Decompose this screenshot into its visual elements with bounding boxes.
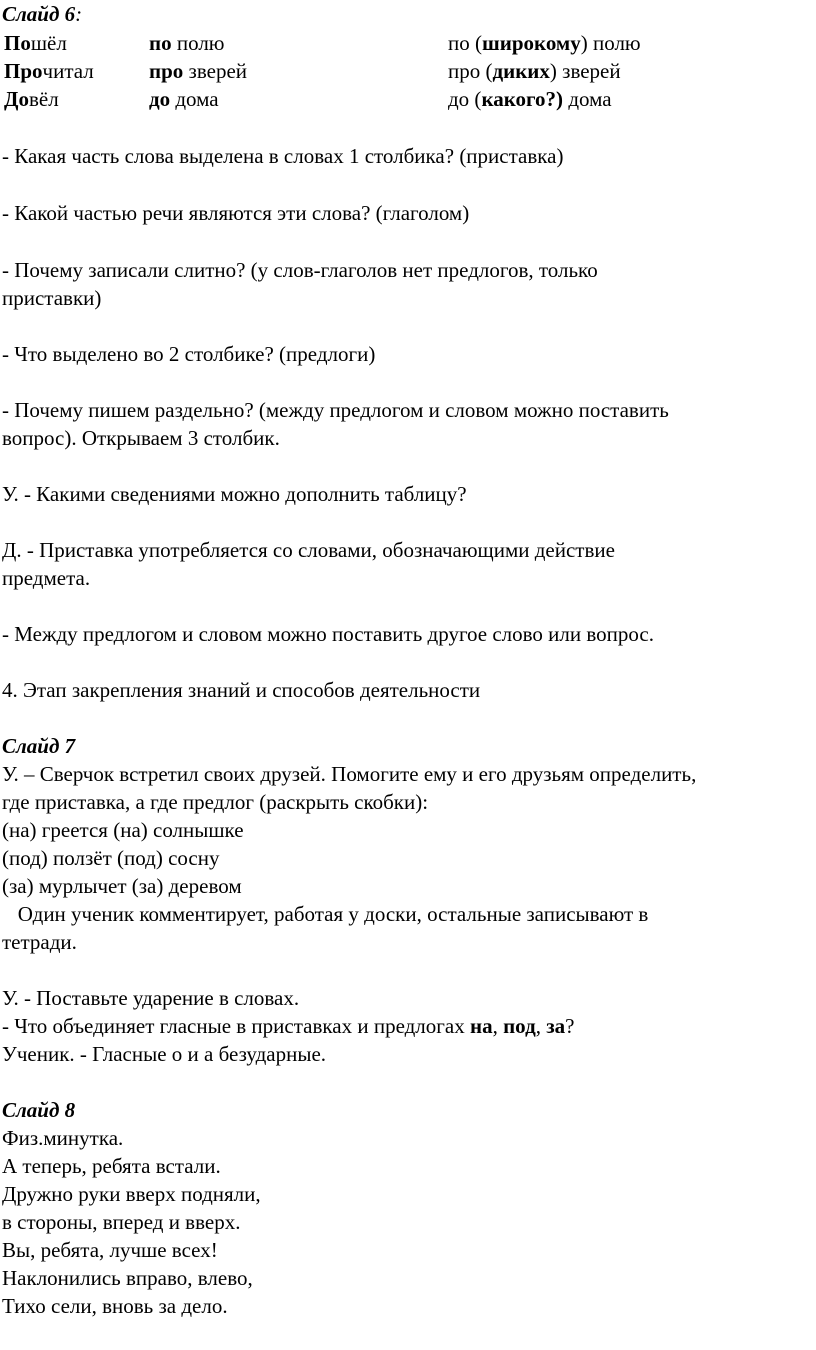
paragraph-line: приставки) [2, 286, 102, 310]
poem-line: Вы, ребята, лучше всех! [2, 1238, 218, 1262]
col1-word: Пошёл [4, 31, 67, 55]
paragraph-line: У. – Сверчок встретил своих друзей. Помогите ему и его друзьям определить, [2, 762, 697, 786]
exercise-line: (на) греется (на) солнышке [2, 818, 244, 842]
question-line: - Что объединяет гласные в приставках и предлогах на, под, за? [2, 1014, 575, 1038]
col3-phrase: по (широкому) полю [448, 31, 641, 55]
word-table-row [2, 57, 816, 85]
col1-word: Прочитал [4, 59, 94, 83]
col3-phrase: до (какого?) дома [448, 87, 612, 111]
slide-6-heading [2, 0, 816, 28]
poem-line: Наклонились вправо, влево, [2, 1266, 253, 1290]
col3-phrase: про (диких) зверей [448, 59, 621, 83]
col2-phrase: по полю [149, 31, 225, 55]
slide-8-title: Слайд 8 [2, 1098, 76, 1122]
paragraph-line: тетради. [2, 930, 77, 954]
exercise-line: (за) мурлычет (за) деревом [2, 874, 242, 898]
paragraph-line: - Какая часть слова выделена в словах 1 столбика? (приставка) [2, 144, 564, 168]
poem-line: Дружно руки вверх подняли, [2, 1182, 261, 1206]
word-table-row [2, 85, 816, 113]
slide-6-colon: : [75, 2, 83, 26]
paragraph-line: - Что выделено во 2 столбике? (предлоги) [2, 342, 376, 366]
paragraph-line: предмета. [2, 566, 91, 590]
paragraph-line: вопрос). Открываем 3 столбик. [2, 426, 280, 450]
paragraph-line: Один ученик комментирует, работая у доски, остальные записывают в [2, 902, 649, 926]
slide-6-title: Слайд 6 [2, 2, 76, 26]
paragraph-line: Д. - Приставка употребляется со словами, обозначающими действие [2, 538, 615, 562]
paragraph-line: - Почему пишем раздельно? (между предлогом и словом можно поставить [2, 398, 669, 422]
slide-7-title: Слайд 7 [2, 734, 76, 758]
col2-phrase: до дома [149, 87, 219, 111]
poem-line: Физ.минутка. [2, 1126, 124, 1150]
word-table-row [2, 29, 816, 57]
paragraph-line: - Почему записали слитно? (у слов-глаголов нет предлогов, только [2, 258, 598, 282]
exercise-line: (под) ползёт (под) сосну [2, 846, 220, 870]
paragraph-line: где приставка, а где предлог (раскрыть скобки): [2, 790, 429, 814]
paragraph-line: - Между предлогом и словом можно поставить другое слово или вопрос. [2, 622, 654, 646]
paragraph-line: У. - Какими сведениями можно дополнить таблицу? [2, 482, 467, 506]
poem-line: А теперь, ребята встали. [2, 1154, 221, 1178]
poem-line: Тихо сели, вновь за дело. [2, 1294, 228, 1318]
answer-line: Ученик. - Гласные о и а безударные. [2, 1042, 327, 1066]
section-heading: 4. Этап закрепления знаний и способов деятельности [2, 678, 481, 702]
col1-word: Довёл [4, 87, 59, 111]
paragraph-line: - Какой частью речи являются эти слова? (глаголом) [2, 201, 470, 225]
col2-phrase: про зверей [149, 59, 247, 83]
paragraph-line: У. - Поставьте ударение в словах. [2, 986, 300, 1010]
poem-line: в стороны, вперед и вверх. [2, 1210, 241, 1234]
